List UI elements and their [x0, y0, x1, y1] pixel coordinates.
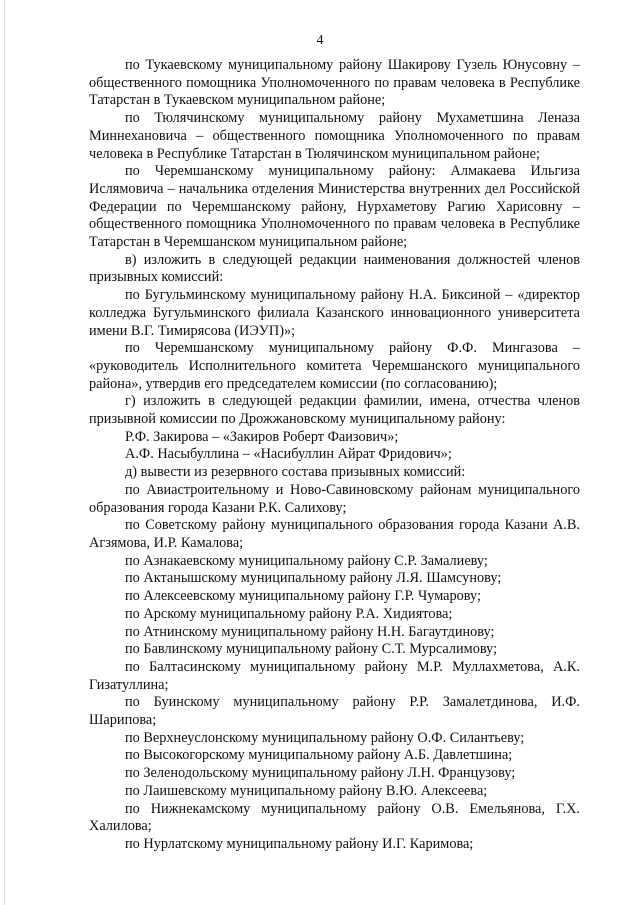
paragraph-vysokogorsky: по Высокогорскому муниципальному району А.Б. Давлетшина;	[125, 747, 513, 764]
paragraph-bavlinsky: по Бавлинскому муниципальному району С.Т. Мурсалимову;	[125, 641, 498, 658]
paragraph-nizhnekamsky: по Нижнекамскому муниципальному району О.В. Емельянова, Г.Х. Халилова;	[89, 800, 580, 835]
paragraph-zakirov: Р.Ф. Закирова – «Закиров Роберт Фаизович»;	[125, 428, 399, 445]
paragraph-cheremshansky-head: по Черемшанскому муниципальному району Ф.Ф. Мингазова – «руководитель Исполнительного комитета Черемшанского муниципального района», утвердив его председателем комиссии (по согласованию);	[89, 340, 580, 392]
paragraph-nasibullin: А.Ф. Насыбуллина – «Насибуллин Айрат Фридович»;	[125, 446, 452, 463]
paragraph-buinsky: по Буинскому муниципальному району Р.Р. Замалетдинова, И.Ф. Шарипова;	[89, 694, 580, 729]
paragraph-alekseevsky: по Алексеевскому муниципальному району Г.Р. Чумарову;	[125, 588, 481, 605]
paragraph-item-g: г) изложить в следующей редакции фамилии, имена, отчества членов призывной комиссии по Дрожжановскому муниципальному району:	[89, 393, 580, 428]
paragraph-baltasinsky: по Балтасинскому муниципальному району М.Р. Муллахметова, А.К. Гизатуллина;	[89, 658, 580, 693]
paragraph-cheremshansky: по Черемшанскому муниципальному району: Алмакаева Ильгиза Ислямовича – начальника отделения Министерства внутренних дел Российской Федерации по Черемшанскому району, Нурхаметову Рагию Харисовну – общественного помощника Уполномоченного по правам человека в Республике Татарстан в Черемшанском муниципальном районе;	[89, 163, 580, 251]
paragraph-tukaevsky: по Тукаевскому муниципальному району Шакирову Гузель Юнусовну – общественного помощника Уполномоченного по правам человека в Республике Татарстан в Тукаевском муниципальном районе;	[89, 57, 580, 109]
document-body	[89, 57, 580, 854]
paragraph-item-v: в) изложить в следующей редакции наименования должностей членов призывных комиссий:	[89, 251, 580, 286]
paragraph-item-d: д) вывести из резервного состава призывных комиссий:	[125, 464, 466, 481]
paragraph-zelenodolsky: по Зеленодольскому муниципальному району Л.Н. Французову;	[125, 765, 516, 782]
paragraph-arsky: по Арскому муниципальному району Р.А. Хидиятова;	[125, 605, 453, 622]
page-number: 4	[316, 33, 324, 48]
paragraph-tyulyachinsky: по Тюлячинскому муниципальному району Мухаметшина Леназа Миннехановича – общественного помощника Уполномоченного по правам человека в Республике Татарстан в Тюлячинском муниципальном районе;	[89, 110, 580, 162]
paragraph-aktanyshsky: по Актанышскому муниципальному району Л.Я. Шамсунову;	[125, 570, 502, 587]
paragraph-verkhneuslonsky: по Верхнеуслонскому муниципальному району О.Ф. Силантьеву;	[125, 729, 525, 746]
paragraph-aznakaevsky: по Азнакаевскому муниципальному району С.Р. Замалиеву;	[125, 552, 488, 569]
paragraph-bugulminsky: по Бугульминскому муниципальному району Н.А. Биксиной – «директор колледжа Бугульминского филиала Казанского инновационного университета имени В.Г. Тимирясова (ИЭУП)»;	[89, 287, 580, 339]
paragraph-atninsky: по Атнинскому муниципальному району Н.Н. Багаутдинову;	[125, 623, 495, 640]
page-edge-line	[4, 0, 5, 905]
paragraph-nurlatsky: по Нурлатскому муниципальному району И.Г. Каримова;	[125, 835, 474, 852]
paragraph-aviastroitelny: по Авиастроительному и Ново-Савиновскому районам муниципального образования города Казани Р.К. Салихову;	[89, 481, 580, 516]
paragraph-sovetsky: по Советскому району муниципального образования города Казани А.В. Агзямова, И.Р. Камалова;	[89, 517, 580, 551]
paragraph-laishevsky: по Лаишевскому муниципальному району В.Ю. Алексеева;	[125, 782, 488, 799]
